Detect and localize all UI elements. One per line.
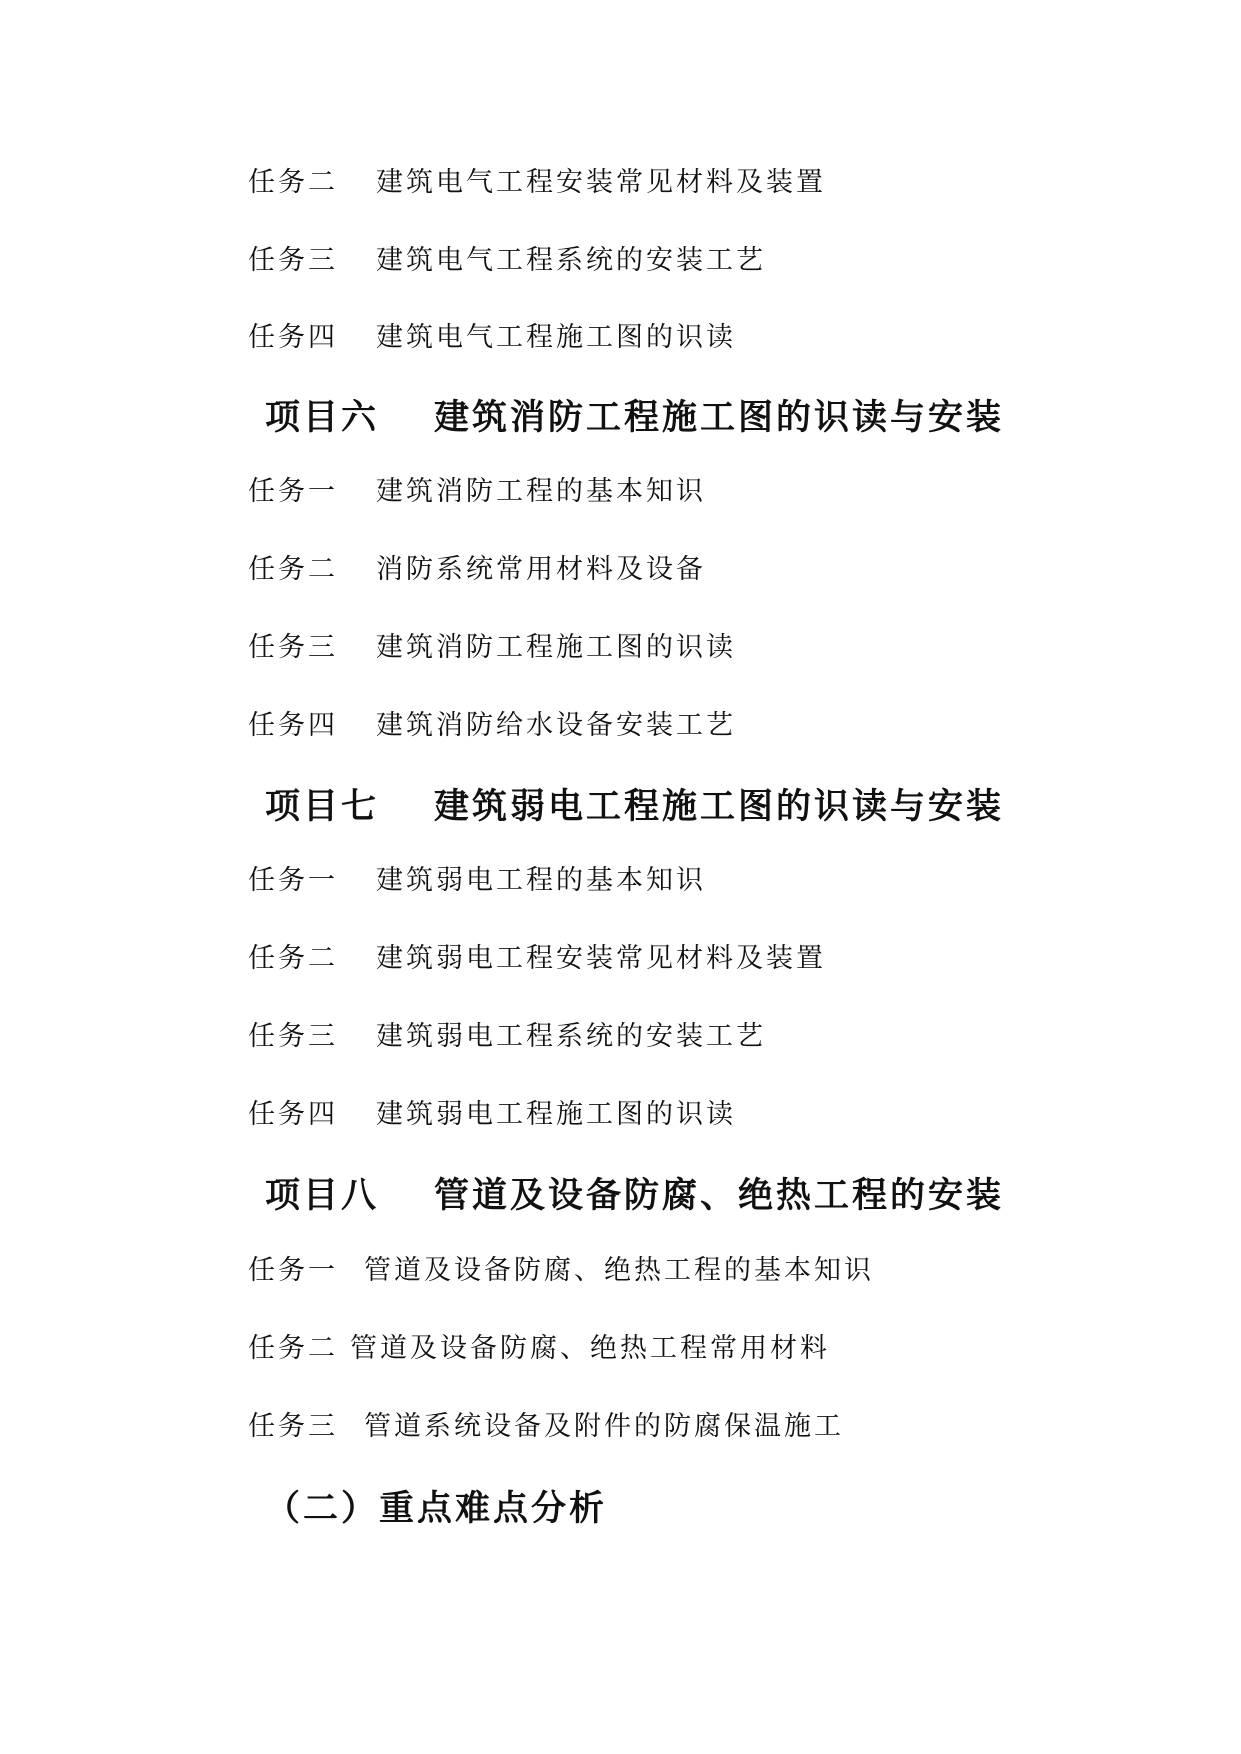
task-label: 任务四 (248, 710, 338, 741)
task-line (248, 1254, 874, 1288)
task-title: 管道系统设备及附件的防腐保温施工 (364, 1411, 844, 1442)
task-label: 任务三 (248, 245, 338, 276)
task-title: 建筑弱电工程的基本知识 (376, 865, 706, 896)
task-line (248, 475, 706, 509)
task-label: 任务二 (248, 1333, 338, 1364)
task-line (248, 1332, 830, 1366)
task-title: 消防系统常用材料及设备 (376, 554, 706, 585)
task-line (248, 166, 826, 200)
project-heading (265, 785, 1004, 829)
project-heading (265, 1174, 1004, 1218)
project-title: 管道及设备防腐、绝热工程的安装 (434, 1176, 1005, 1216)
task-line (248, 1410, 844, 1444)
task-title: 管道及设备防腐、绝热工程常用材料 (350, 1333, 830, 1364)
task-line (248, 631, 736, 665)
task-title: 建筑电气工程安装常见材料及装置 (376, 167, 826, 198)
project-label: 项目八 (265, 1176, 380, 1216)
task-label: 任务二 (248, 943, 338, 974)
task-title: 建筑电气工程施工图的识读 (376, 322, 736, 353)
task-label: 任务三 (248, 632, 338, 663)
task-title: 建筑消防工程施工图的识读 (376, 632, 736, 663)
task-line (248, 553, 706, 587)
project-heading (265, 396, 1004, 440)
task-line (248, 1020, 766, 1054)
task-line (248, 244, 766, 278)
task-line (248, 942, 826, 976)
task-label: 任务二 (248, 554, 338, 585)
section-heading: （二）重点难点分析 (265, 1489, 608, 1529)
task-label: 任务四 (248, 1099, 338, 1130)
task-title: 建筑弱电工程施工图的识读 (376, 1099, 736, 1130)
task-label: 任务四 (248, 322, 338, 353)
task-label: 任务三 (248, 1021, 338, 1052)
project-label: 项目六 (265, 398, 380, 438)
task-title: 管道及设备防腐、绝热工程的基本知识 (364, 1255, 874, 1286)
task-title: 建筑电气工程系统的安装工艺 (376, 245, 766, 276)
task-title: 建筑消防工程的基本知识 (376, 476, 706, 507)
project-title: 建筑弱电工程施工图的识读与安装 (434, 787, 1005, 827)
project-label: 项目七 (265, 787, 380, 827)
task-label: 任务一 (248, 476, 338, 507)
task-label: 任务一 (248, 865, 338, 896)
task-title: 建筑弱电工程安装常见材料及装置 (376, 943, 826, 974)
task-title: 建筑消防给水设备安装工艺 (376, 710, 736, 741)
task-line (248, 321, 736, 355)
task-line (248, 709, 736, 743)
task-label: 任务二 (248, 167, 338, 198)
task-line (248, 864, 706, 898)
task-label: 任务三 (248, 1411, 338, 1442)
task-label: 任务一 (248, 1255, 338, 1286)
task-title: 建筑弱电工程系统的安装工艺 (376, 1021, 766, 1052)
task-line (248, 1098, 736, 1132)
project-title: 建筑消防工程施工图的识读与安装 (434, 398, 1005, 438)
